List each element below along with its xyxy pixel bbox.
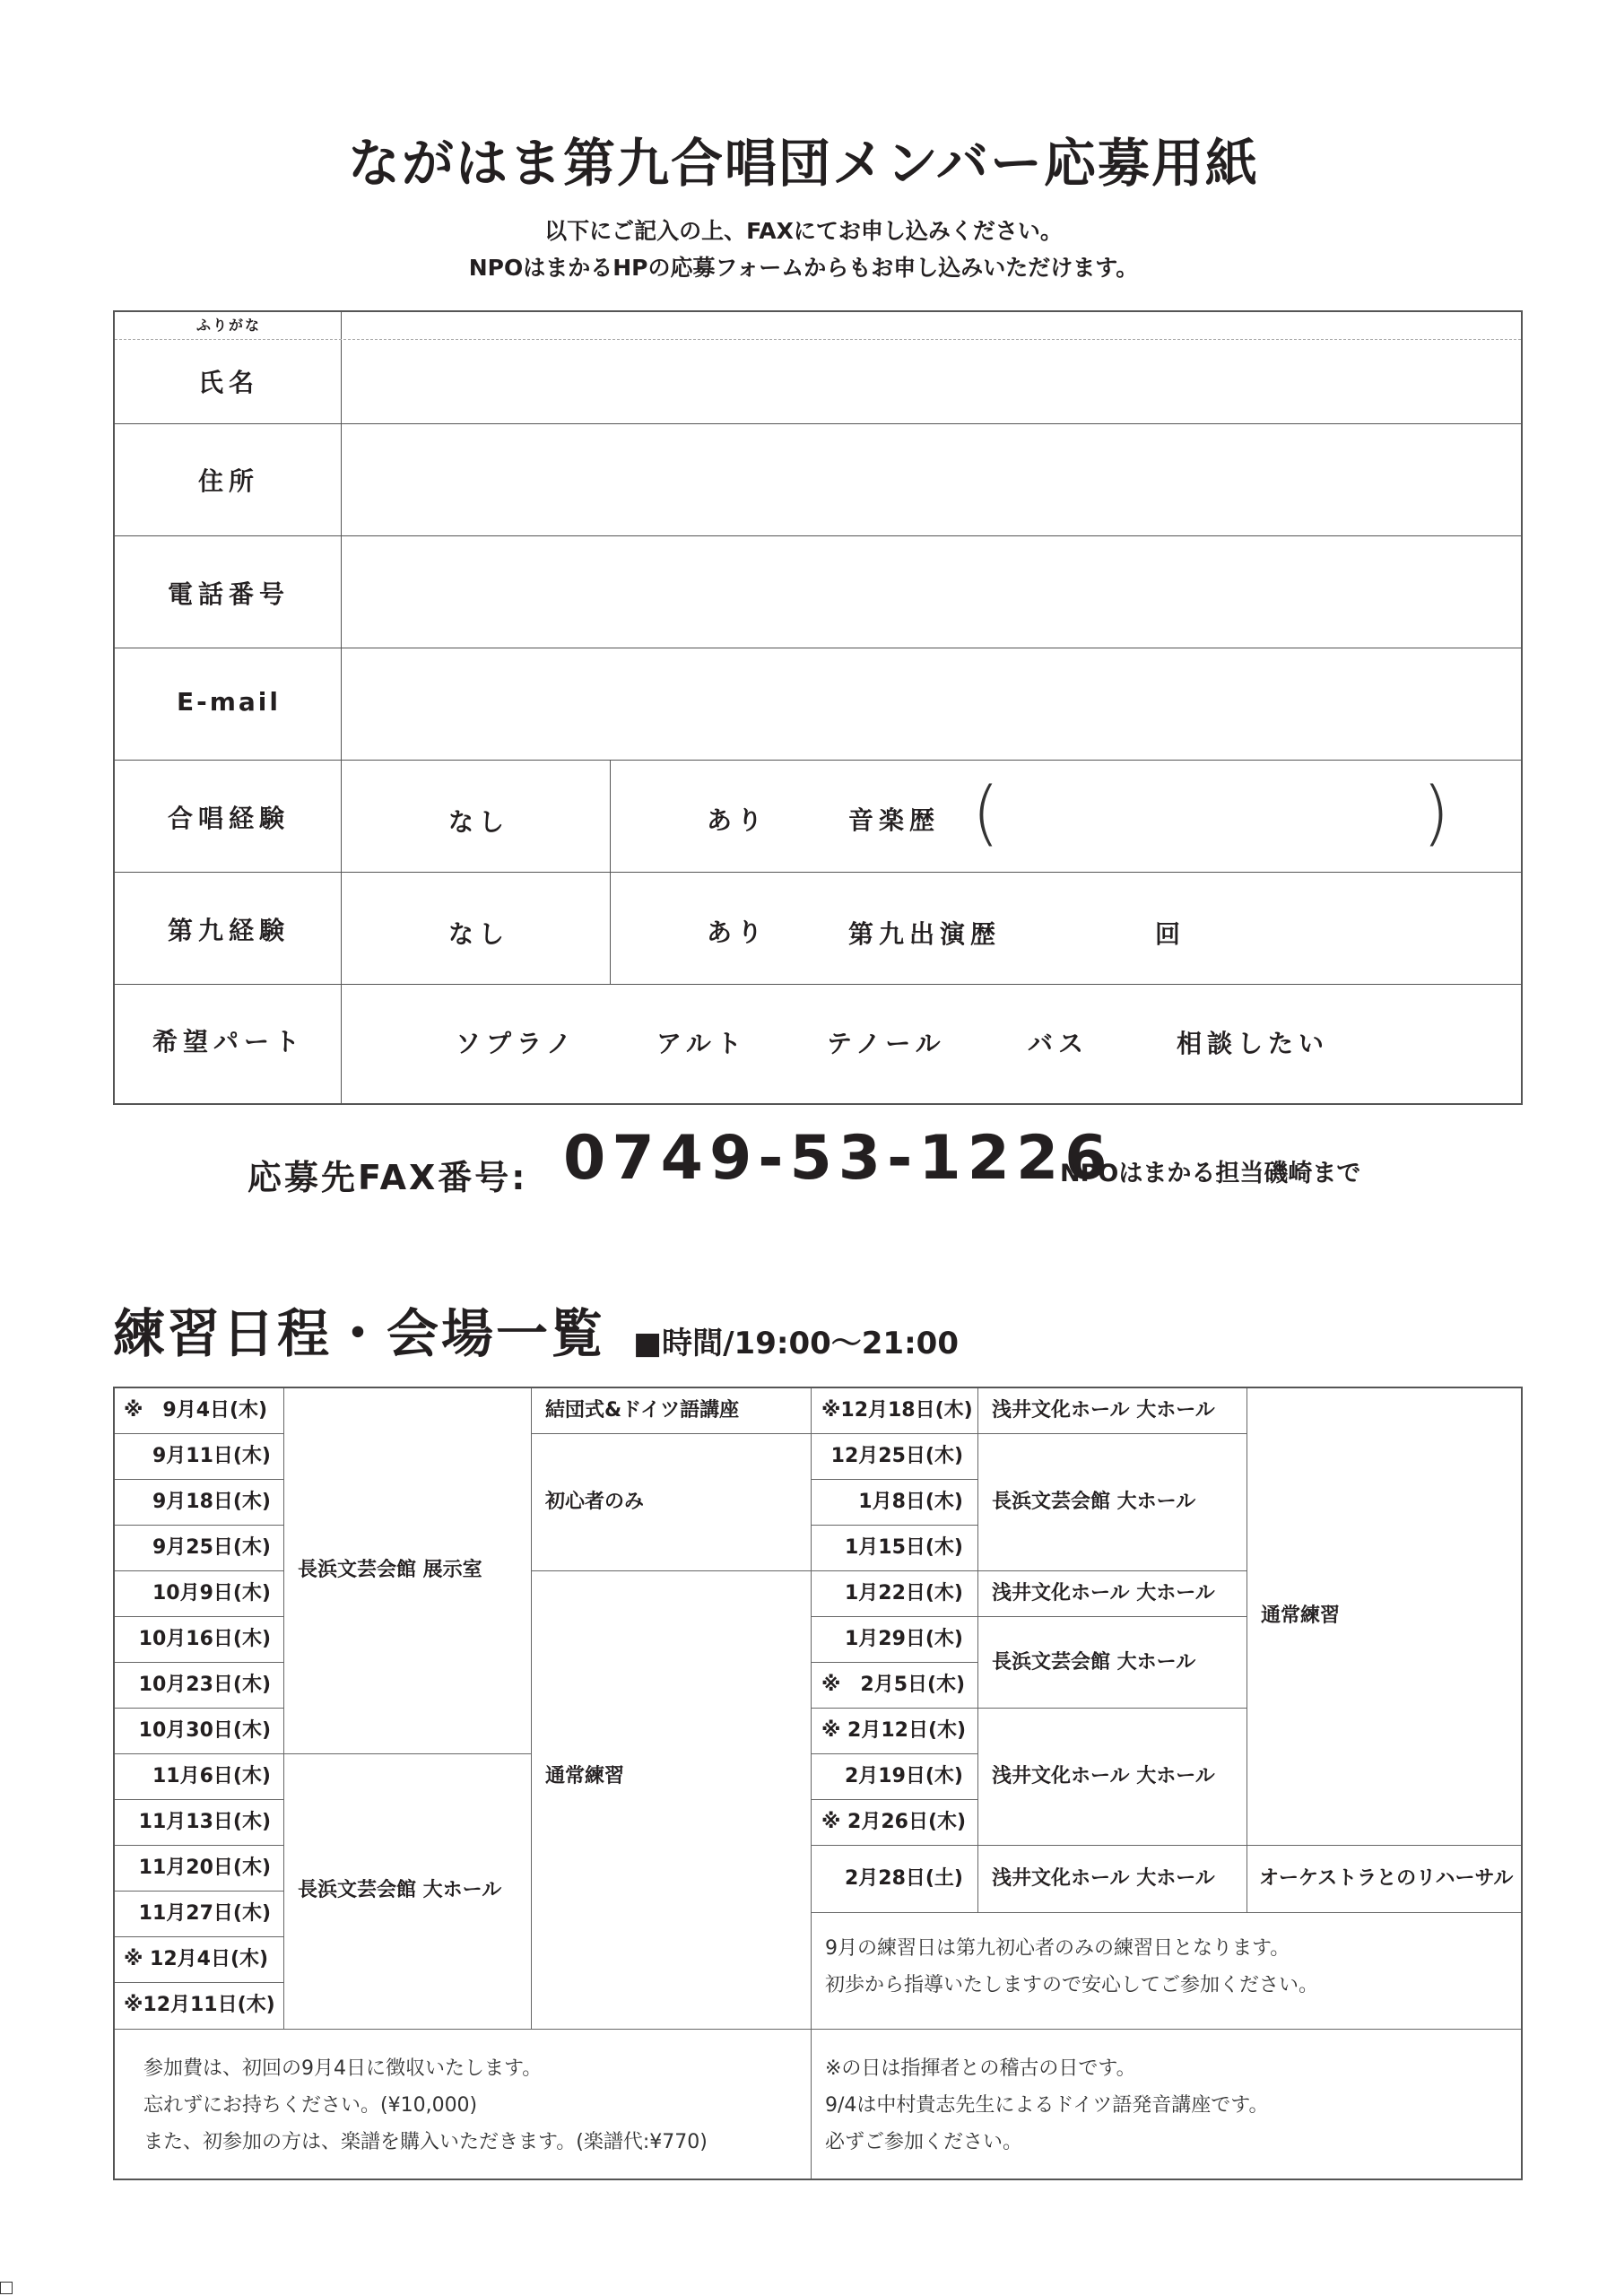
fax-contact-note: NPOはまかる担当磯崎まで: [1060, 1160, 1361, 1187]
furigana-label: ふりがな: [195, 317, 261, 334]
furigana-field[interactable]: [343, 312, 1521, 338]
schedule-date: 12月25日(木): [830, 1445, 963, 1467]
name-field[interactable]: [343, 341, 1521, 422]
schedule-venue: 長浜文芸会館 大ホール: [298, 1879, 502, 1901]
schedule-date: 11月27日(木): [138, 1902, 271, 1925]
note-line: 初歩から指導いたしますので安心してご参加ください。: [825, 1974, 1319, 1996]
choir-experience-label: 合唱経験: [167, 804, 290, 833]
daiku-history-label: 第九出演歴: [848, 919, 1002, 949]
schedule-venue: 浅井文化ホール 大ホール: [992, 1399, 1215, 1422]
form-title: ながはま第九合唱団メンバー応募用紙: [348, 133, 1259, 194]
application-form: [113, 310, 1523, 1105]
schedule-date: 10月16日(木): [138, 1628, 271, 1650]
schedule-date: 11月13日(木): [138, 1811, 271, 1833]
note-line: 9/4は中村貴志先生によるドイツ語発音講座です。: [825, 2094, 1269, 2117]
schedule-date: ※12月18日(木): [821, 1399, 973, 1422]
choir-experience-yes-option[interactable]: あり: [707, 805, 769, 835]
daiku-experience-none-option[interactable]: なし: [448, 919, 510, 949]
phone-field[interactable]: [343, 537, 1521, 646]
part-option-consult[interactable]: 相談したい: [1177, 1029, 1330, 1058]
music-history-field[interactable]: [1003, 778, 1415, 850]
email-label: E-mail: [176, 687, 281, 717]
schedule-date: ※ 2月26日(木): [821, 1811, 967, 1833]
schedule-venue: 浅井文化ホール 大ホール: [992, 1582, 1215, 1605]
schedule-date: ※ 9月4日(木): [124, 1399, 268, 1422]
schedule-table: [113, 1387, 1523, 2180]
music-history-close-paren: ): [1422, 773, 1450, 854]
schedule-content: 初心者のみ: [545, 1491, 645, 1513]
daiku-count-field[interactable]: [1029, 900, 1155, 953]
schedule-venue: 長浜文芸会館 展示室: [298, 1559, 482, 1581]
note-line: 必ずご参加ください。: [825, 2131, 1023, 2153]
music-history-label: 音楽歴: [848, 805, 941, 835]
schedule-date: ※12月11日(木): [124, 1994, 275, 2016]
beginner-note: [825, 1930, 1318, 2004]
part-option-soprano[interactable]: ソプラノ: [456, 1029, 578, 1058]
note-line: また、初参加の方は、楽譜を購入いただきます。(楽譜代:¥770): [143, 2131, 708, 2153]
schedule-date: 9月25日(木): [152, 1536, 271, 1559]
schedule-venue: 浅井文化ホール 大ホール: [992, 1765, 1215, 1787]
schedule-date: 1月29日(木): [844, 1628, 963, 1650]
note-line: 忘れずにお持ちください。(¥10,000): [143, 2094, 478, 2117]
schedule-date: 10月9日(木): [152, 1582, 271, 1605]
address-label: 住所: [197, 466, 259, 496]
music-history-open-paren: (: [972, 773, 1000, 854]
note-line: 参加費は、初回の9月4日に徴収いたします。: [143, 2057, 543, 2080]
schedule-content: 通常練習: [545, 1765, 625, 1787]
schedule-date: 1月22日(木): [844, 1582, 963, 1605]
schedule-date: 10月30日(木): [138, 1719, 271, 1742]
schedule-date: 9月18日(木): [152, 1491, 271, 1513]
schedule-date: 1月15日(木): [844, 1536, 963, 1559]
daiku-experience-yes-option[interactable]: あり: [707, 918, 769, 947]
schedule-date: 10月23日(木): [138, 1674, 271, 1696]
schedule-content: 通常練習: [1261, 1605, 1341, 1627]
schedule-date: 2月28日(土): [844, 1867, 963, 1890]
schedule-title: 練習日程・会場一覧: [113, 1303, 606, 1364]
conductor-note: [825, 2050, 1269, 2161]
instruction-line-2: NPOはまかるHPの応募フォームからもお申し込みいただけます。: [468, 255, 1139, 281]
email-field[interactable]: [343, 649, 1521, 758]
schedule-venue: 長浜文芸会館 大ホール: [992, 1651, 1196, 1674]
note-line: 9月の練習日は第九初心者のみの練習日となります。: [825, 1937, 1290, 1960]
note-line: ※の日は指揮者との稽古の日です。: [825, 2057, 1136, 2080]
instruction-line-1: 以下にご記入の上、FAXにてお申し込みください。: [544, 218, 1063, 244]
schedule-date: ※ 2月12日(木): [821, 1719, 967, 1742]
desired-part-label: 希望パート: [152, 1027, 305, 1057]
schedule-venue: 浅井文化ホール 大ホール: [992, 1867, 1215, 1890]
schedule-content: オーケストラとのリハーサル: [1259, 1867, 1514, 1890]
address-field[interactable]: [343, 425, 1521, 534]
part-option-tenor[interactable]: テノール: [827, 1029, 946, 1058]
fee-note: [143, 2050, 708, 2161]
schedule-content: 結団式&ドイツ語講座: [545, 1399, 740, 1422]
fax-label: 応募先FAX番号:: [248, 1158, 528, 1197]
page-corner-mark: [0, 2282, 13, 2294]
choir-experience-none-option[interactable]: なし: [448, 807, 510, 837]
schedule-date: 2月19日(木): [844, 1765, 963, 1787]
daiku-experience-label: 第九経験: [167, 916, 290, 945]
phone-label: 電話番号: [167, 579, 290, 609]
schedule-date: 9月11日(木): [152, 1445, 271, 1467]
schedule-date: 1月8日(木): [858, 1491, 963, 1513]
schedule-venue: 長浜文芸会館 大ホール: [992, 1491, 1196, 1513]
schedule-date: 11月20日(木): [138, 1857, 271, 1879]
schedule-date: ※ 12月4日(木): [124, 1948, 269, 1970]
part-option-alto[interactable]: アルト: [656, 1029, 747, 1058]
schedule-date: 11月6日(木): [152, 1765, 271, 1787]
fax-number: 0749-53-1226: [563, 1123, 1114, 1194]
schedule-time: ■時間/19:00〜21:00: [633, 1326, 959, 1361]
schedule-date: ※ 2月5日(木): [821, 1674, 966, 1696]
part-option-bass[interactable]: バス: [1028, 1029, 1090, 1058]
times-label: 回: [1155, 919, 1186, 949]
name-label: 氏名: [197, 368, 259, 397]
